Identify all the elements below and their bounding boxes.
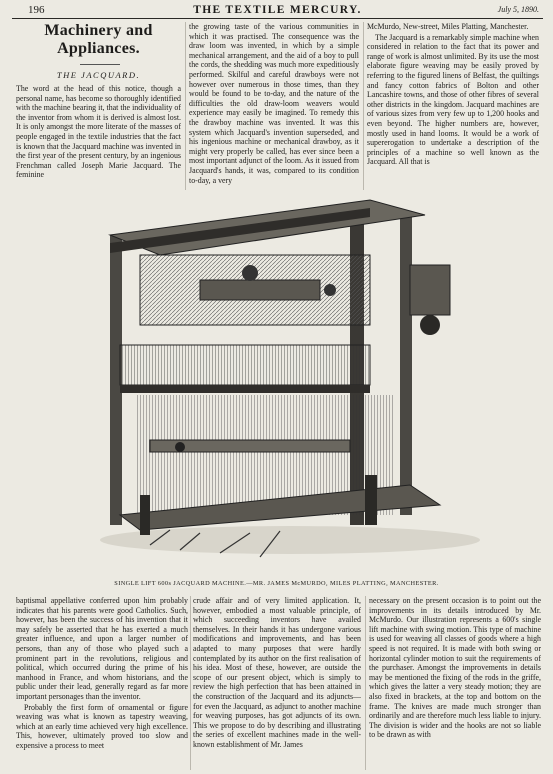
paragraph: The word at the head of this notice, though a personal name, has become so thoroughly identified with the machine bearing it, that the individuality of the inventor from whom it is derived is almost lost. It is only amongst the more literate of the masses of people engaged in the textile industries that the fact is known that the Jacquard machine was invented in the first year of the present century, by an ingenious Frenchman called Joseph Marie Jacquard. The feminine [16,84,181,180]
section-title-line-2: Appliances. [57,40,140,57]
bottom-column-3 [369,596,541,770]
running-header [12,4,543,18]
issue-date: July 5, 1890. [497,5,539,14]
section-title-line-1: Machinery and [44,22,153,39]
paragraph: the growing taste of the various communities in which it was practised. The consequence was the draw loom was invented, in which by a simple mechanical arrangement, and the aid of a boy to pull the cords, the shedding was much more expeditiously performed. Skilful and careful drawboys were not however over numerous in those times, than they would be found to be to-day, and the nature of the difficulties the old draw-loom weavers would experience may easily be imagined. To remedy this the drawboy machine was invented. It was this system which Jacquard's invention superseded, and his ingenious machine or mechanical drawboy, as it might very properly be called, has ever since been a most important adjunct of the loom. As it issued from Jacquard's hands, it was, compared to its condition to-day, a very [189,22,359,185]
column-separator [363,22,364,190]
bottom-column-1 [16,596,188,770]
paragraph: necessary on the present occasion is to point out the improvements in its details introduced by Mr. McMurdo. Our illustration represents a 600's single lift machine with swing motion. This type of machine is used for weaving all classes of goods where a high speed is not required. It is made with both swing or horizontal cylinder motion to suit the requirements of the purchaser. Amongst the improvements in details may be mentioned the fixing of the rods in the griffe, which gives the latter a very steady motion; they are also fixed in brackets, at the top and bottom on the frame. The knives are made much stronger than ordinarily and are therefore much less liable to injury. The division is wider and the hooks are not so liable to be drawn as with [369,596,541,740]
article-title: THE JACQUARD. [56,70,141,80]
title-divider [80,64,120,65]
column-separator [365,596,366,770]
paragraph: Probably the first form of ornamental or figure weaving was what is known as tapestry weaving, which at an early time achieved very high excellence. This, however, ultimately proved too slow and expensive a process to meet [16,702,188,750]
column-separator [185,22,186,190]
paragraph: McMurdo, New-street, Miles Platting, Manchester. [367,22,529,31]
paragraph: baptismal appellative conferred upon him probably indicates that his parents were good Catholics. Such, however, has been the success of his invention that it may safely be asserted that he has exerted a much greater influence, and upon a larger number of persons, than any of those who played such a prominent part in the revolutions, religious and political, which occurred during the prime of his manhood in France, and whom historians, and the public under their lead, generally regard as far more important personages than the inventor. [16,596,188,701]
journal-title: THE TEXTILE MERCURY. [193,4,362,16]
section-title [16,22,181,58]
top-column-1 [16,84,181,192]
top-column-3 [367,22,539,192]
bottom-column-2 [193,596,361,770]
paragraph: crude affair and of very limited application. It, however, embodied a most valuable principle, of which succeeding inventors have availed themselves. In their hands it has undergone various modifications and improvements, and has been adapted to many purposes that were hardly contemplated by its author on the first realisation of his idea. Most of these, however, are outside the scope of our present object, which is simply to review the high perfection that has been attained in the construction of the Jacquard and its adjuncts—for even the Jacquard, as adjunct to another machine for weaving purposes, has got adjuncts of its own. This we propose to do by describing and illustrating the series of excellent machines made in the well-known establishment of Mr. James [193,596,361,749]
page-number: 196 [28,4,45,16]
column-separator [190,596,191,770]
top-column-2 [189,22,359,192]
header-rule [12,18,543,19]
paragraph: The Jacquard is a remarkably simple machine when considered in relation to the fact that its power and range of work is almost unlimited. By its use the most elaborate figure weaving may be easily proved by referring to the figured linens of Belfast, the quiltings and fancy cotton fabrics of Bolton and other Lancashire towns, and those of other fibres of several other districts in the kingdom. Jacquard machines are of various sizes from very few up to 1,200 hooks and even beyond. The higher numbers are, however, mostly used in hand looms. It would be a work of supererogation to undertake a description of the principles of a machine so well known as the Jacquard. All that is [367,32,539,167]
figure-caption: SINGLE LIFT 600s JACQUARD MACHINE.—MR. JAMES McMURDO, MILES PLATTING, MANCHESTER. [114,580,439,587]
jacquard-machine-engraving [80,185,480,575]
